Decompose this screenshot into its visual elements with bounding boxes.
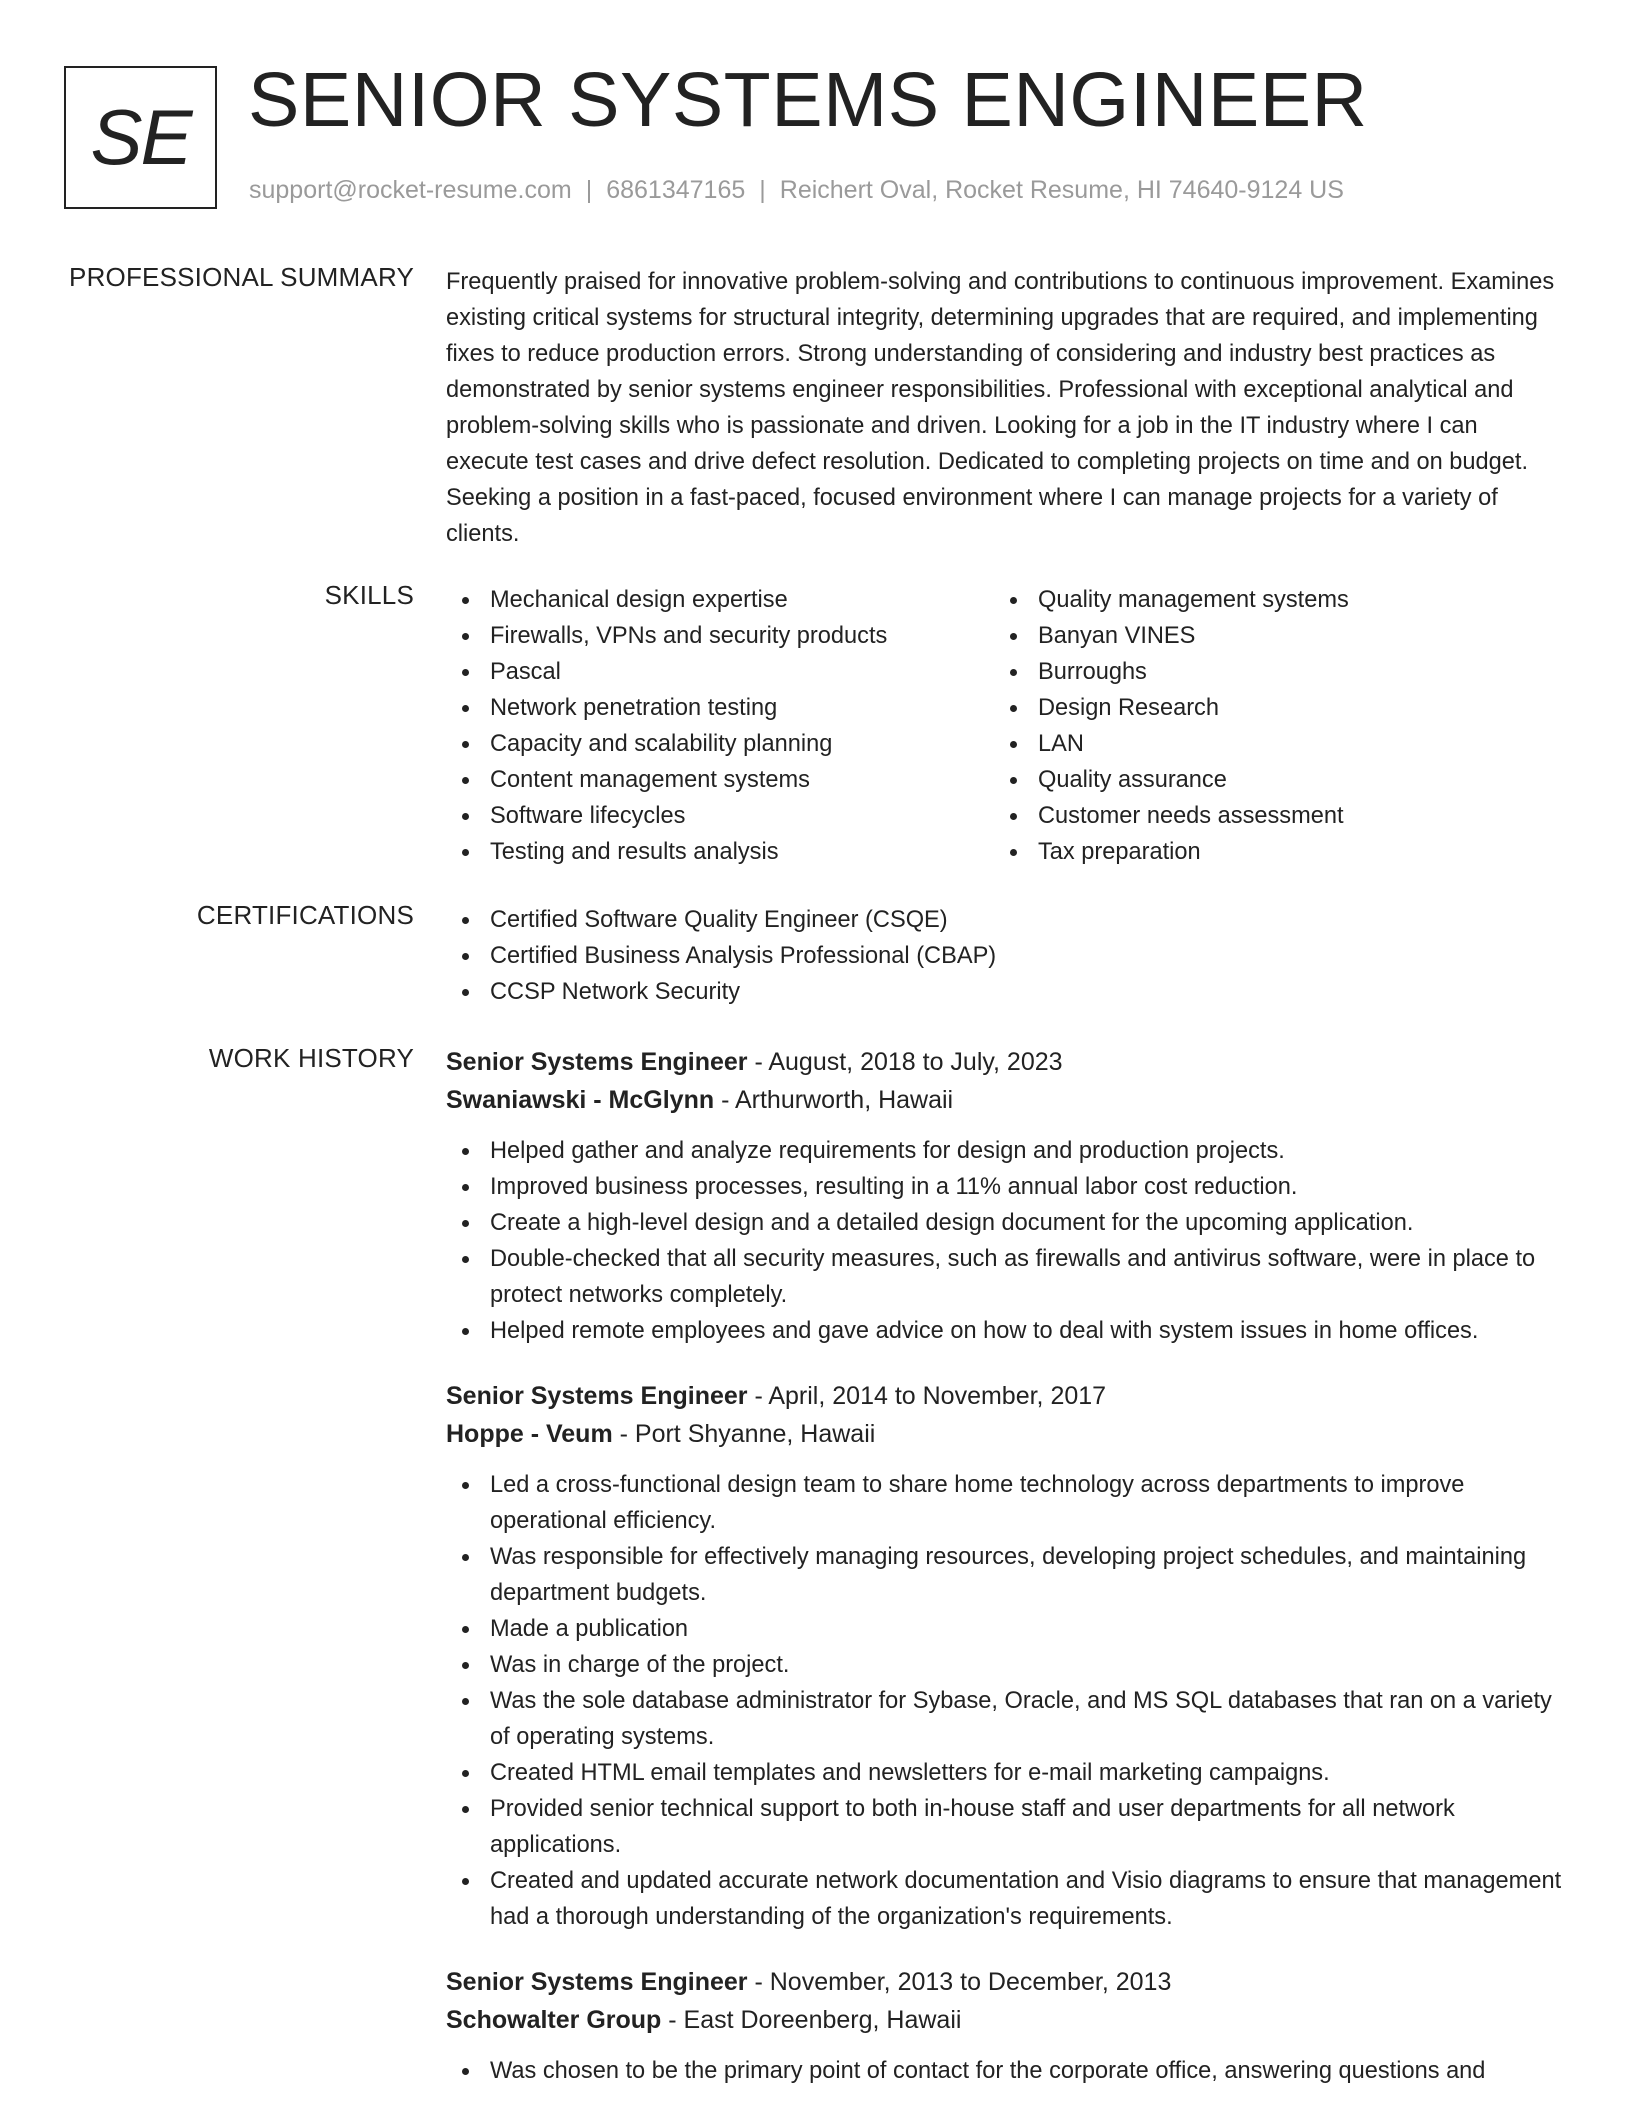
- skill-item: Firewalls, VPNs and security products: [446, 618, 994, 654]
- job-dates: - April, 2014 to November, 2017: [747, 1382, 1107, 1410]
- certification-item: Certified Software Quality Engineer (CSQE): [446, 902, 1566, 938]
- skill-item: Network penetration testing: [446, 690, 994, 726]
- job-duty-item: Was the sole database administrator for Sybase, Oracle, and MS SQL databases that ran on a variety of operating systems.: [446, 1683, 1566, 1755]
- skill-item: Customer needs assessment: [994, 798, 1542, 834]
- skill-item: Banyan VINES: [994, 618, 1542, 654]
- job-duty-item: Double-checked that all security measures, such as firewalls and antivirus software, were in place to protect networks completely.: [446, 1241, 1566, 1313]
- job-dates: - August, 2018 to July, 2023: [747, 1048, 1063, 1076]
- job-duty-item: Was responsible for effectively managing resources, developing project schedules, and maintaining department budgets.: [446, 1539, 1566, 1611]
- job-company: Swaniawski - McGlynn: [446, 1086, 715, 1114]
- job-duty-item: Led a cross-functional design team to share home technology across departments to improve operational efficiency.: [446, 1467, 1566, 1539]
- contact-phone[interactable]: 6861347165: [606, 176, 746, 204]
- skill-item: Mechanical design expertise: [446, 582, 994, 618]
- job-company-line: [446, 2001, 1566, 2039]
- job-entry: [446, 1043, 1566, 1349]
- job-duties-list: [446, 2053, 1566, 2089]
- contact-address: Reichert Oval, Rocket Resume, HI 74640-9124 US: [779, 176, 1344, 204]
- job-duties-list: [446, 1133, 1566, 1349]
- skill-item: Pascal: [446, 654, 994, 690]
- job-duty-item: Helped remote employees and gave advice on how to deal with system issues in home offices.: [446, 1313, 1566, 1349]
- summary-heading: PROFESSIONAL SUMMARY: [69, 262, 414, 292]
- contact-email[interactable]: support@rocket-resume.com: [249, 176, 572, 204]
- skill-item: Burroughs: [994, 654, 1542, 690]
- job-entry: [446, 1963, 1566, 2089]
- job-title-line: [446, 1377, 1566, 1415]
- skills-list-left: [446, 582, 994, 870]
- job-dates: - November, 2013 to December, 2013: [747, 1968, 1172, 1996]
- job-duty-item: Created and updated accurate network documentation and Visio diagrams to ensure that management had a thorough understanding of the organization's requirements.: [446, 1863, 1566, 1935]
- resume-name: SENIOR SYSTEMS ENGINEER: [248, 57, 1368, 143]
- job-duty-item: Provided senior technical support to both in-house staff and user departments for all network applications.: [446, 1791, 1566, 1863]
- contact-separator: |: [759, 176, 766, 204]
- job-title: Senior Systems Engineer: [446, 1382, 748, 1410]
- summary-text: Frequently praised for innovative problem-solving and contributions to continuous improvement. Examines existing critical systems for structural integrity, determining upgrades that are required, and implementing fixes to reduce production errors. Strong understanding of considering and industry best practices as demonstrated by senior systems engineer responsibilities. Professional with exceptional analytical and problem-solving skills who is passionate and driven. Looking for a job in the IT industry where I can execute test cases and drive defect resolution. Dedicated to completing projects on time and on budget. Seeking a position in a fast-paced, focused environment where I can manage projects for a variety of clients.: [446, 269, 1555, 547]
- monogram-box: [64, 66, 217, 209]
- job-location: - Arthurworth, Hawaii: [714, 1086, 954, 1114]
- skills-list-right: [994, 582, 1542, 870]
- skill-item: Capacity and scalability planning: [446, 726, 994, 762]
- certifications-heading: CERTIFICATIONS: [196, 900, 414, 930]
- job-company-line: [446, 1081, 1566, 1119]
- job-duty-item: Created HTML email templates and newsletters for e-mail marketing campaigns.: [446, 1755, 1566, 1791]
- job-title-line: [446, 1043, 1566, 1081]
- job-company: Hoppe - Veum: [446, 1420, 613, 1448]
- skill-item: Content management systems: [446, 762, 994, 798]
- skill-item: Software lifecycles: [446, 798, 994, 834]
- certification-item: Certified Business Analysis Professional (CBAP): [446, 938, 1566, 974]
- work-history-body: [446, 1043, 1566, 2089]
- job-duty-item: Improved business processes, resulting in a 11% annual labor cost reduction.: [446, 1169, 1566, 1205]
- job-duty-item: Was in charge of the project.: [446, 1647, 1566, 1683]
- skill-item: LAN: [994, 726, 1542, 762]
- job-duties-list: [446, 1467, 1566, 1935]
- skills-columns: [446, 582, 1566, 870]
- skill-item: Quality management systems: [994, 582, 1542, 618]
- job-duty-item: Made a publication: [446, 1611, 1566, 1647]
- skills-heading: SKILLS: [324, 580, 414, 610]
- contact-line: [249, 176, 1344, 205]
- job-title-line: [446, 1963, 1566, 2001]
- job-location: - East Doreenberg, Hawaii: [661, 2006, 962, 2034]
- job-duty-item: Create a high-level design and a detailed design document for the upcoming application.: [446, 1205, 1566, 1241]
- job-entry: [446, 1377, 1566, 1935]
- work-history-heading: WORK HISTORY: [208, 1043, 414, 1073]
- certifications-body: [446, 902, 1566, 1010]
- skill-item: Design Research: [994, 690, 1542, 726]
- job-title: Senior Systems Engineer: [446, 1048, 748, 1076]
- job-location: - Port Shyanne, Hawaii: [612, 1420, 876, 1448]
- skill-item: Tax preparation: [994, 834, 1542, 870]
- skill-item: Testing and results analysis: [446, 834, 994, 870]
- certification-item: CCSP Network Security: [446, 974, 1566, 1010]
- job-duty-item: Was chosen to be the primary point of contact for the corporate office, answering questions and: [446, 2053, 1566, 2089]
- job-duty-item: Helped gather and analyze requirements for design and production projects.: [446, 1133, 1566, 1169]
- job-company: Schowalter Group: [446, 2006, 662, 2034]
- job-company-line: [446, 1415, 1566, 1453]
- skill-item: Quality assurance: [994, 762, 1542, 798]
- contact-separator: |: [585, 176, 593, 204]
- monogram-initials: SE: [90, 93, 191, 181]
- certifications-list: [446, 902, 1566, 1010]
- job-title: Senior Systems Engineer: [446, 1968, 748, 1996]
